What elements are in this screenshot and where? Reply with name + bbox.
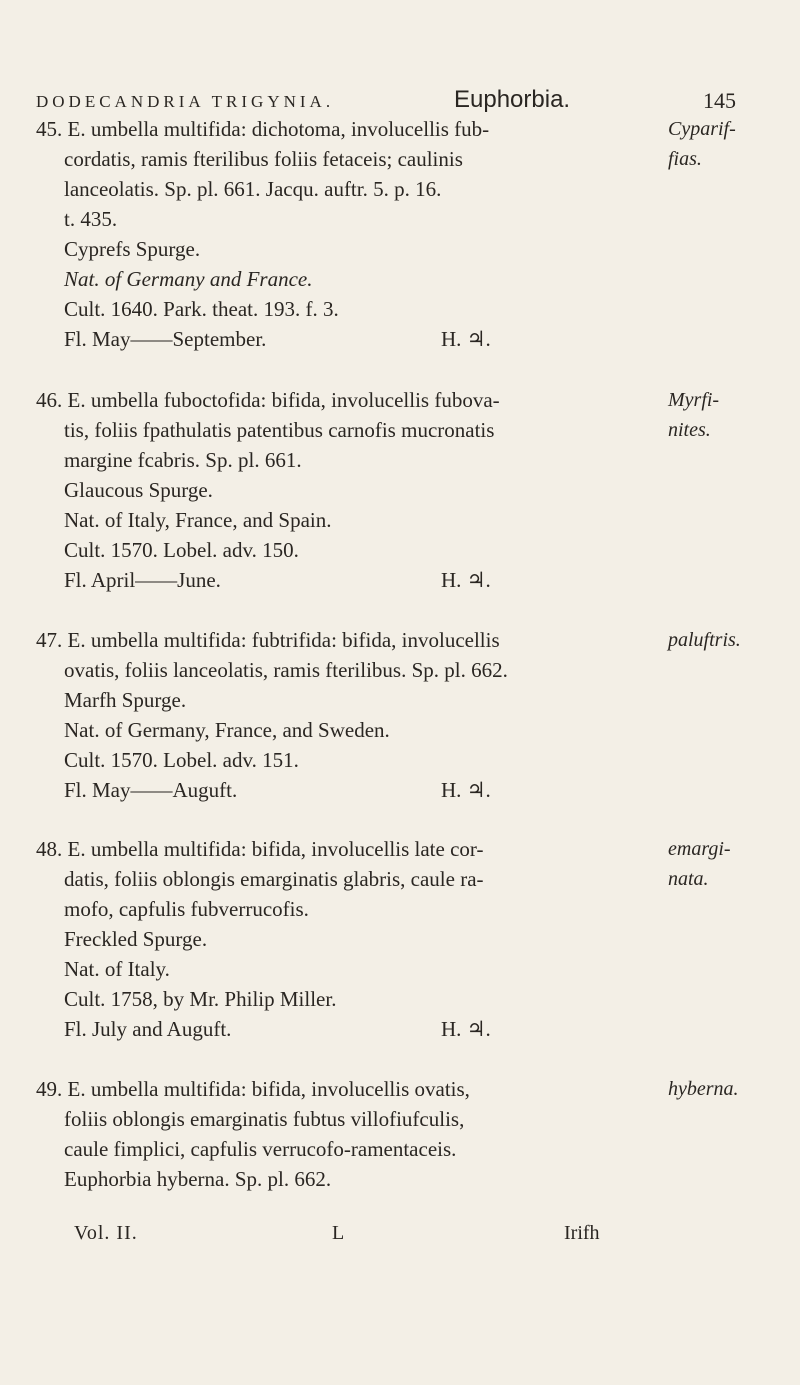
margin-epithet: emargi-: [668, 838, 731, 860]
habit-symbol: H. ♃.: [441, 568, 491, 592]
description-line: 45. E. umbella multifida: dichotoma, involucellis fub-: [36, 117, 490, 141]
flowering: [36, 775, 776, 805]
description-line: margine fcabris. Sp. pl. 661.: [64, 448, 302, 472]
genus-heading: Euphorbia.: [454, 86, 571, 113]
native-range: Nat. of Italy.: [64, 957, 170, 981]
cultivation: Cult. 1570. Lobel. adv. 151.: [64, 748, 299, 772]
description-line: mofo, capfulis fubverrucofis.: [64, 897, 309, 921]
common-name: Glaucous Spurge.: [64, 478, 213, 502]
flowering-period: Fl. July and Auguft.: [64, 1017, 232, 1041]
page-number: 145: [703, 88, 736, 113]
description-line: tis, foliis fpathulatis patentibus carnofis mucronatis: [64, 418, 495, 442]
habit-symbol: H. ♃.: [441, 1017, 491, 1041]
flowering-period: Fl. April——June.: [64, 568, 221, 592]
description-line: 49. E. umbella multifida: bifida, involucellis ovatis,: [36, 1077, 470, 1101]
description-line: 46. E. umbella fuboctofida: bifida, involucellis fubova-: [36, 388, 500, 412]
species-entry-47: [36, 625, 776, 805]
description-line: 47. E. umbella multifida: fubtrifida: bifida, involucellis: [36, 628, 500, 652]
margin-epithet: nites.: [668, 419, 711, 441]
signature-mark: L: [332, 1222, 345, 1244]
margin-epithet: Myrfi-: [668, 389, 720, 411]
habit-symbol: H. ♃.: [441, 778, 491, 802]
species-entry-49: [36, 1074, 776, 1194]
native-range: Nat. of Italy, France, and Spain.: [64, 508, 332, 532]
description-line: caule fimplici, capfulis verrucofo-ramentaceis.: [64, 1137, 457, 1161]
cultivation: Cult. 1758, by Mr. Philip Miller.: [64, 987, 337, 1011]
description-line: lanceolatis. Sp. pl. 661. Jacqu. auftr. 5. p. 16.: [64, 177, 442, 201]
flowering: [36, 324, 776, 354]
common-name: Cyprefs Spurge.: [64, 237, 201, 261]
description-line: cordatis, ramis fterilibus foliis fetaceis; caulinis: [64, 147, 463, 171]
flowering: [36, 565, 776, 595]
description-line: foliis oblongis emarginatis fubtus villofiufculis,: [64, 1107, 465, 1131]
flowering-period: Fl. May——Auguft.: [64, 778, 238, 802]
common-name: Marfh Spurge.: [64, 688, 187, 712]
catchword: Irifh: [564, 1222, 600, 1244]
synonym-line: Euphorbia hyberna. Sp. pl. 662.: [64, 1167, 332, 1191]
species-entry-48: [36, 834, 776, 1044]
volume-label: Vol. II.: [74, 1222, 138, 1244]
flowering: [36, 1014, 776, 1044]
cultivation: Cult. 1570. Lobel. adv. 150.: [64, 538, 299, 562]
flowering-period: Fl. May——September.: [64, 327, 267, 351]
margin-epithet: Cyparif-: [668, 118, 736, 140]
margin-epithet: paluftris.: [668, 629, 741, 651]
description-line: t. 435.: [64, 207, 118, 231]
native-range: Nat. of Germany, France, and Sweden.: [64, 718, 390, 742]
cultivation: Cult. 1640. Park. theat. 193. f. 3.: [64, 297, 339, 321]
description-line: ovatis, foliis lanceolatis, ramis fterilibus. Sp. pl. 662.: [64, 658, 508, 682]
class-order-heading: DODECANDRIA TRIGYNIA.: [36, 92, 335, 111]
margin-epithet: hyberna.: [668, 1078, 739, 1100]
species-entry-46: [36, 385, 776, 595]
description-line: datis, foliis oblongis emarginatis glabris, caule ra-: [64, 867, 484, 891]
margin-epithet: fias.: [668, 148, 702, 170]
habit-symbol: H. ♃.: [441, 327, 491, 351]
margin-epithet: nata.: [668, 868, 709, 890]
common-name: Freckled Spurge.: [64, 927, 208, 951]
species-entry-45: [36, 114, 776, 354]
native-range: Nat. of Germany and France.: [64, 267, 313, 291]
description-line: 48. E. umbella multifida: bifida, involucellis late cor-: [36, 837, 484, 861]
